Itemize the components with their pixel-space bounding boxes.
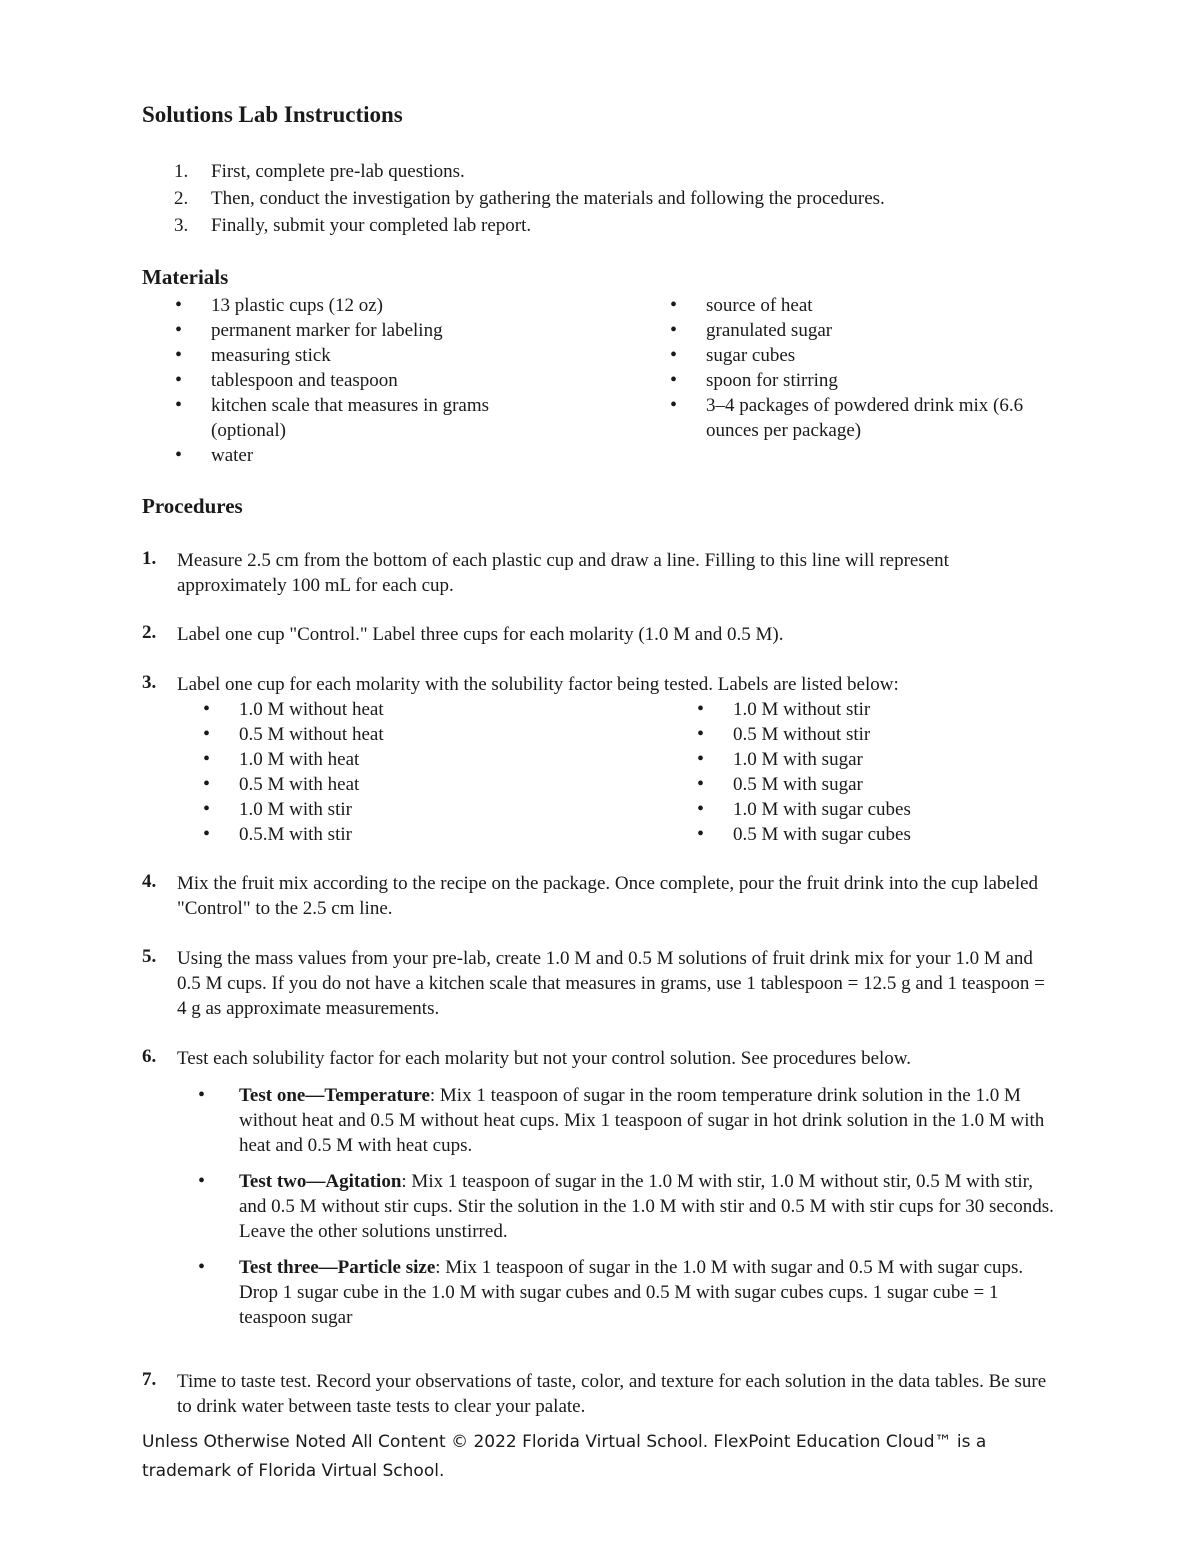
procedure-step-2: 2. Label one cup "Control." Label three cups for each molarity (1.0 M and 0.5 M). xyxy=(142,622,784,645)
label-item: • 1.0 M with heat xyxy=(203,747,653,772)
label-item: • 0.5.M with stir xyxy=(203,822,653,847)
material-item: • source of heat xyxy=(670,293,1060,318)
intro-list xyxy=(142,158,885,239)
intro-item: 3. Finally, submit your completed lab report. xyxy=(174,215,532,236)
test-item: • Test three—Particle size: Mix 1 teaspoon of sugar in the 1.0 M with sugar and 0.5 M with sugar cups. Drop 1 sugar cube in the 1.0 M with sugar cubes and 0.5 M with sugar cubes cups. 1 sugar cube = 1 teaspoon sugar xyxy=(198,1255,1060,1330)
copyright-footer: Unless Otherwise Noted All Content © 2022 Florida Virtual School. FlexPoint Education Cloud™ is a trademark of Florida Virtual School. xyxy=(142,1432,987,1481)
label-item: • 1.0 M without stir xyxy=(697,697,1057,722)
material-item: • permanent marker for labeling xyxy=(175,318,545,343)
material-item: • granulated sugar xyxy=(670,318,1060,343)
materials-list-left xyxy=(175,293,545,468)
procedure-step-7: 7. Time to taste test. Record your observations of taste, color, and texture for each solution in the data tables. Be sure to drink water between taste tests to clear your palate. xyxy=(142,1369,1047,1417)
label-item: • 0.5 M with sugar xyxy=(697,772,1057,797)
tests-list xyxy=(198,1083,1060,1341)
material-item: • 13 plastic cups (12 oz) xyxy=(175,293,545,318)
intro-item: 2. Then, conduct the investigation by gathering the materials and following the procedures. xyxy=(174,188,885,209)
procedure-step-5: 5. Using the mass values from your pre-lab, create 1.0 M and 0.5 M solutions of fruit drink mix for your 1.0 M and 0.5 M cups. If you do not have a kitchen scale that measures in grams, use 1 tablespoon = 12.5 g and 1 teaspoon = 4 g as approximate measurements. xyxy=(142,946,1045,1019)
materials-list-right xyxy=(670,293,1060,443)
label-item: • 1.0 M with sugar xyxy=(697,747,1057,772)
test-item: • Test two—Agitation: Mix 1 teaspoon of sugar in the 1.0 M with stir, 1.0 M without stir, 0.5 M with stir, and 0.5 M without stir cups. Stir the solution in the 1.0 M with stir and 0.5 M with stir cups for 30 seconds. Leave the other solutions unstirred. xyxy=(198,1169,1060,1244)
procedure-step-4: 4. Mix the fruit mix according to the recipe on the package. Once complete, pour the fruit drink into the cup labeled "Control" to the 2.5 cm line. xyxy=(142,871,1039,919)
label-item: • 0.5 M without heat xyxy=(203,722,653,747)
page-title: Solutions Lab Instructions xyxy=(142,102,403,127)
labels-list-left xyxy=(203,697,653,847)
material-item: • tablespoon and teaspoon xyxy=(175,368,545,393)
label-item: • 1.0 M with sugar cubes xyxy=(697,797,1057,822)
label-item: • 0.5 M with heat xyxy=(203,772,653,797)
procedure-step-3: 3. Label one cup for each molarity with the solubility factor being tested. Labels are listed below: xyxy=(142,672,899,695)
label-item: • 1.0 M with stir xyxy=(203,797,653,822)
test-item: • Test one—Temperature: Mix 1 teaspoon of sugar in the room temperature drink solution in the 1.0 M without heat and 0.5 M without heat cups. Mix 1 teaspoon of sugar in hot drink solution in the 1.0 M with heat and 0.5 M with heat cups. xyxy=(198,1083,1060,1158)
procedures-heading: Procedures xyxy=(142,494,243,518)
material-item: • spoon for stirring xyxy=(670,368,1060,393)
label-item: • 0.5 M without stir xyxy=(697,722,1057,747)
label-item: • 1.0 M without heat xyxy=(203,697,653,722)
procedure-step-1: 1. Measure 2.5 cm from the bottom of each plastic cup and draw a line. Filling to this line will represent approximately 100 mL for each cup. xyxy=(142,548,949,596)
labels-list-right xyxy=(697,697,1057,847)
material-item: • water xyxy=(175,443,545,468)
procedure-step-6: 6. Test each solubility factor for each molarity but not your control solution. See procedures below. xyxy=(142,1046,912,1069)
label-item: • 0.5 M with sugar cubes xyxy=(697,822,1057,847)
material-item: • kitchen scale that measures in grams (optional) xyxy=(175,393,545,443)
material-item: • measuring stick xyxy=(175,343,545,368)
materials-heading: Materials xyxy=(142,265,229,289)
material-item: • sugar cubes xyxy=(670,343,1060,368)
intro-item: 1. First, complete pre-lab questions. xyxy=(174,161,465,182)
material-item: • 3–4 packages of powdered drink mix (6.6 ounces per package) xyxy=(670,393,1060,443)
